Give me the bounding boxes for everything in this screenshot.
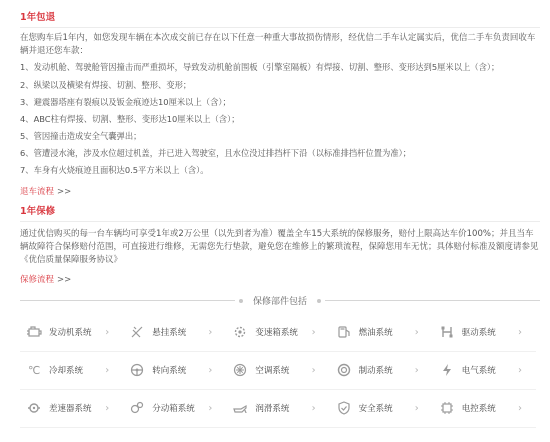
engine-icon — [26, 324, 42, 340]
fuel-icon — [336, 324, 352, 340]
chevron-right-icon: › — [414, 402, 419, 414]
return-rule: 5、管因撞击造成安全气囊弹出； — [20, 130, 142, 141]
chevron-right-icon: › — [311, 364, 316, 376]
parts-divider — [20, 295, 540, 307]
divider-dot-left — [239, 299, 243, 303]
differential-icon — [26, 400, 42, 416]
chevron-right-icon: › — [311, 326, 316, 338]
suspension-icon — [129, 324, 145, 340]
return-section — [0, 0, 550, 197]
warranty-process-label: 保修流程 — [20, 274, 55, 285]
drive-icon — [439, 324, 455, 340]
return-rule: 7、车身有火烧痕迹且面积达0.5平方米以上（含）。 — [20, 164, 209, 175]
return-rule: 6、管遭浸水淹，涉及水位超过机盖，并已进入驾驶室，且水位没过排挡杆下沿（以标准排挡杆位置为准）； — [20, 147, 412, 158]
chevron-right-icon: › — [311, 402, 316, 414]
divider-dot-right — [317, 299, 321, 303]
part-item[interactable] — [226, 352, 329, 390]
part-item[interactable] — [123, 352, 226, 390]
warranty-section — [0, 202, 550, 285]
return-rule: 1、发动机舱、驾驶舱管因撞击而严重损坏，导致发动机舱前围板（引擎室隔板）有焊接、切割、整形、变形达到5厘米以上（含）； — [20, 62, 500, 73]
part-label: 发动机系统 — [49, 328, 92, 339]
divider-line-left — [20, 300, 235, 301]
chevron-right-icon: › — [208, 326, 213, 338]
parts-header: 保修部件包括 — [253, 297, 308, 308]
part-item[interactable] — [433, 352, 536, 390]
return-rule: 2、纵梁以及横梁有焊接、切割、整形、变形； — [20, 79, 192, 90]
svg-text:℃: ℃ — [28, 364, 41, 378]
part-item[interactable] — [226, 314, 329, 352]
part-label: 冷却系统 — [49, 366, 84, 377]
divider-line-right — [325, 300, 540, 301]
part-label: 电控系统 — [461, 404, 496, 415]
return-process-arrow: >> — [57, 187, 72, 198]
return-header — [20, 8, 540, 28]
part-item[interactable] — [20, 314, 123, 352]
part-label: 润滑系统 — [255, 404, 290, 415]
warranty-header — [20, 202, 540, 222]
part-label: 驱动系统 — [461, 328, 496, 339]
chevron-right-icon: › — [105, 326, 110, 338]
warranty-process-link[interactable] — [20, 273, 71, 285]
return-process-label: 退车流程 — [20, 187, 55, 198]
return-rule: 4、ABC柱有焊接、切割、整形、变形达10厘米以上（含）； — [20, 113, 240, 124]
part-item[interactable] — [433, 314, 536, 352]
warranty-process-arrow: >> — [57, 274, 72, 285]
return-intro: 在您购车后1年内，如您发现车辆在本次成交前已存在以下任意一种重大事故损伤情形，经优信二手车认定属实后，优信二手车负责回收车辆并退还您车款： — [20, 33, 536, 57]
chevron-right-icon: › — [517, 364, 522, 376]
part-item[interactable] — [123, 390, 226, 428]
parts-grid — [20, 314, 536, 428]
air-conditioner-icon — [232, 362, 248, 378]
shield-icon — [336, 400, 352, 416]
warranty-intro: 通过优信购买的每一台车辆均可享受1年或2万公里（以先到者为准）覆盖全车15大系统的保修服务，赔付上限高达车价100%；并且当车辆故障符合保修赔付范围，可直接进行维修，无需您先行垫款，避免您在维修上的繁琐流程，保障您用车无忧；具体赔付标准及额度请参见《优信质量保障服务协议》 — [20, 229, 539, 266]
part-item[interactable] — [330, 390, 433, 428]
return-rule: 3、避震器塔座有裂痕以及钣金痕迹达10厘米以上（含）； — [20, 96, 231, 107]
steering-wheel-icon — [129, 362, 145, 378]
part-label: 制动系统 — [358, 366, 393, 377]
part-label: 分动箱系统 — [152, 404, 195, 415]
part-label: 转向系统 — [152, 366, 187, 377]
gearbox-icon — [232, 324, 248, 340]
return-process-link[interactable] — [20, 185, 71, 197]
part-label: 变速箱系统 — [255, 328, 298, 339]
chevron-right-icon: › — [105, 402, 110, 414]
part-item[interactable] — [330, 314, 433, 352]
chevron-right-icon: › — [105, 364, 110, 376]
chevron-right-icon: › — [414, 326, 419, 338]
chevron-right-icon: › — [414, 364, 419, 376]
return-rules — [20, 59, 540, 179]
thermometer-icon — [26, 362, 42, 378]
part-item[interactable] — [20, 390, 123, 428]
lubrication-icon — [232, 400, 248, 416]
part-item[interactable] — [20, 352, 123, 390]
chevron-right-icon: › — [517, 402, 522, 414]
part-label: 差速器系统 — [49, 404, 92, 415]
part-item[interactable] — [123, 314, 226, 352]
chevron-right-icon: › — [208, 364, 213, 376]
part-label: 空调系统 — [255, 366, 290, 377]
brake-icon — [336, 362, 352, 378]
part-label: 燃油系统 — [358, 328, 393, 339]
part-label: 安全系统 — [358, 404, 393, 415]
electrical-icon — [439, 362, 455, 378]
ecu-icon — [439, 400, 455, 416]
part-item[interactable] — [330, 352, 433, 390]
part-label: 电气系统 — [461, 366, 496, 377]
part-label: 悬挂系统 — [152, 328, 187, 339]
part-item[interactable] — [433, 390, 536, 428]
part-item[interactable] — [226, 390, 329, 428]
chevron-right-icon: › — [208, 402, 213, 414]
chevron-right-icon: › — [517, 326, 522, 338]
transfer-case-icon — [129, 400, 145, 416]
warranty-title: 1年保修 — [20, 206, 56, 218]
return-title: 1年包退 — [20, 12, 56, 23]
